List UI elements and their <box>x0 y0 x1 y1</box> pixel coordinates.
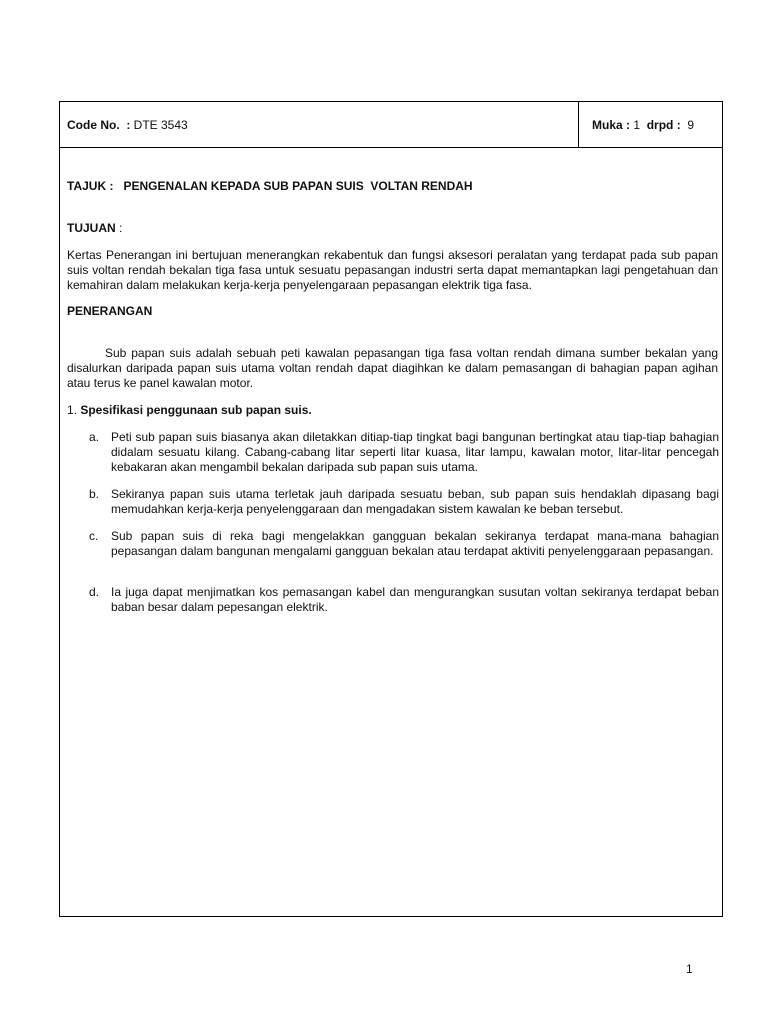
code-label: Code No. : <box>67 118 131 132</box>
list-item-label: b. <box>89 487 100 501</box>
section-1-title: Spesifikasi penggunaan sub papan suis. <box>80 403 312 417</box>
document-frame <box>59 101 723 917</box>
drpd-value: 9 <box>687 118 695 132</box>
list-item-label: a. <box>89 430 100 444</box>
section-1-number: 1. <box>67 403 81 417</box>
muka-value: 1 <box>633 118 641 132</box>
penerangan-paragraph: Sub papan suis adalah sebuah peti kawalan pepasangan tiga fasa voltan rendah dimana sumber bekalan yang disalurkan daripada papan suis utama voltan rendah dapat diagihkan ke dalam pemasangan di bahagian papan agihan atau terus ke panel kawalan motor. <box>67 346 718 390</box>
code-line <box>67 118 188 132</box>
tajuk-title: PENGENALAN KEPADA SUB PAPAN SUIS VOLTAN RENDAH <box>123 179 473 193</box>
list-item-text: Sub papan suis di reka bagi mengelakkan gangguan bekalan sekiranya terdapat mana-mana bahagian pepasangan dalam bangunan mengalami gangguan bekalan atau terdapat aktiviti penyelenggaraan pepasangan. <box>111 529 719 558</box>
code-value: DTE 3543 <box>133 118 188 132</box>
list-item-label: c. <box>89 529 99 543</box>
tajuk-label: TAJUK : <box>67 179 114 193</box>
page-number: 1 <box>686 962 693 976</box>
muka-label: Muka : <box>592 118 631 132</box>
tujuan-colon: : <box>115 221 123 235</box>
penerangan-heading: PENERANGAN <box>67 304 153 318</box>
list-item-label: d. <box>89 585 100 599</box>
list-item-text: Sekiranya papan suis utama terletak jauh daripada sesuatu beban, sub papan suis hendaklah dipasang bagi memudahkan kerja-kerja penyelenggaraan dan mengadakan sistem kawalan ke beban tersebut. <box>111 487 719 516</box>
list-item-text: Peti sub papan suis biasanya akan diletakkan ditiap-tiap tingkat bagi bangunan bertingkat atau tiap-tiap bahagian didalam sesuatu kilang. Cabang-cabang litar seperti litar kuasa, litar lampu, kawalan motor, litar-litar pencegah kebakaran akan mengambil bekalan daripada sub papan suis utama. <box>111 430 719 474</box>
drpd-label: drpd : <box>646 118 681 132</box>
code-cell <box>60 102 579 147</box>
tujuan-label: TUJUAN <box>67 221 116 235</box>
tujuan-paragraph: Kertas Penerangan ini bertujuan menerangkan rekabentuk dan fungsi aksesori peralatan yang terdapat pada sub papan suis voltan rendah bekalan tiga fasa untuk sesuatu pepasangan industri serta dapat memantapkan lagi pengetahuan dan kemahiran dalam melakukan kerja-kerja penyelengaraan pepasangan elektrik tiga fasa. <box>67 248 718 292</box>
tujuan-heading <box>67 221 122 235</box>
list-item-text: Ia juga dapat menjimatkan kos pemasangan kabel dan mengurangkan susutan voltan sekiranya terdapat beban baban besar dalam pepesangan elektrik. <box>111 585 719 614</box>
tajuk-line <box>67 179 473 193</box>
page-count-line <box>592 118 694 132</box>
header-row <box>60 102 722 148</box>
section-1-heading <box>67 403 312 417</box>
